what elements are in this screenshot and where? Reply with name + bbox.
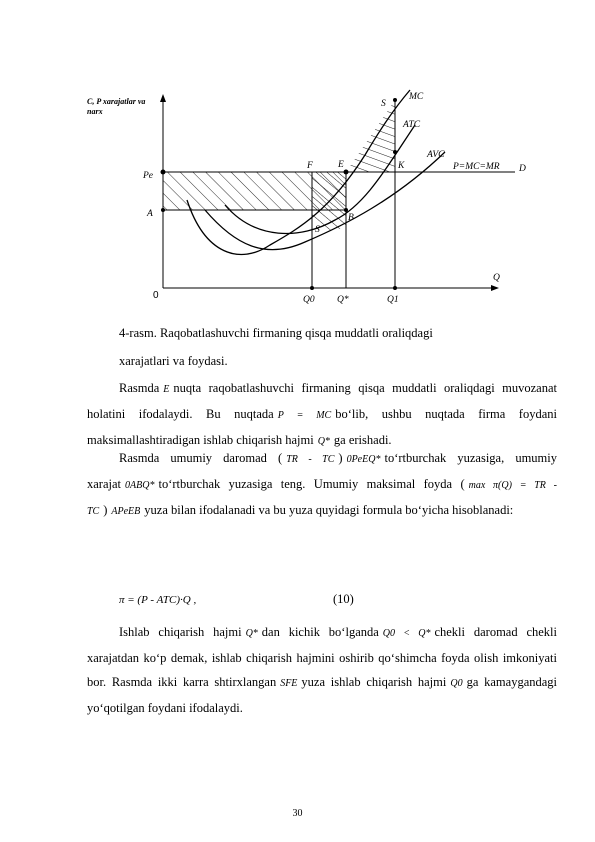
equation-number: (10) — [333, 592, 354, 606]
point-q0 — [310, 286, 314, 290]
page-number: 30 — [292, 808, 303, 819]
label-avc: AVC — [427, 150, 445, 160]
point-a — [161, 208, 165, 212]
paragraph-1: Rasmda E nuqta raqobatlashuvchi firmaning qisqa muddatli oraliqdagi muvozanat holatini ifodalaydi. Bu nuqtada P = MC bo‘lib, ushbu nuqtada firma foydani maksimallashtiradigan ishlab chiqarish hajmi Q* ga erishadi. — [87, 381, 557, 447]
label-k: K — [398, 161, 405, 171]
point-q1 — [393, 286, 397, 290]
point-b — [344, 208, 348, 212]
label-b: B — [348, 213, 354, 223]
point-s-top — [393, 98, 397, 102]
label-atc: ATC — [403, 120, 421, 130]
label-e: E — [338, 160, 344, 170]
label-qstar: Q* — [337, 295, 349, 305]
figure-caption-line1: 4-rasm. Raqobatlashuvchi firmaning qisqa muddatli oraliqdagi — [119, 326, 433, 340]
label-q0: Q0 — [303, 295, 315, 305]
y-axis-arrow — [160, 94, 166, 102]
point-pe — [161, 170, 166, 175]
label-pe: Pe — [143, 171, 154, 181]
paragraph-3: Ishlab chiqarish hajmi Q* dan kichik bo‘lganda Q0 < Q* chekli daromad chekli xarajatdan ko‘p demak, ishlab chiqarish hajmini oshirib qo‘shimcha foyda olish imkoniyati bor. Rasmda ikki karra shtirxlangan SFE yuza ishlab chiqarish hajmi Q0 ga kamaygandagi yo‘qotilgan foydani ifodalaydi. — [87, 625, 558, 715]
label-s-top: S — [381, 99, 386, 109]
label-q-axis: Q — [493, 273, 500, 283]
x-axis-arrow — [491, 285, 499, 291]
label-s-low: S — [315, 225, 320, 235]
mc-above-price-area — [346, 100, 395, 172]
label-a: A — [147, 209, 153, 219]
figure-caption-line2: xarajatlari va foydasi. — [119, 354, 228, 368]
paragraph-2: Rasmda umumiy daromad ( TR - TC ) 0PeEQ* to‘rtburchak yuzasiga, umumiy xarajat 0ABQ* to‘rtburchak yuzasiga teng. Umumiy maksimal foyda ( max π(Q) = TR - TC ) APeEB yuza bilan ifodalanadi va bu yuza quyidagi formula bo‘yicha hisoblanadi: — [87, 451, 558, 517]
label-f: F — [307, 161, 313, 171]
point-k — [393, 150, 397, 154]
label-origin: 0 — [153, 290, 159, 301]
y-axis-label: C, P xarajatlar va narx — [87, 97, 146, 116]
label-d: D — [519, 164, 526, 174]
label-q1: Q1 — [387, 295, 399, 305]
label-mc: MC — [409, 92, 424, 102]
equation-10: π = (P - ATC)·Q , — [119, 594, 197, 606]
point-e — [344, 170, 349, 175]
label-pmr: P=MC=MR — [453, 162, 500, 172]
